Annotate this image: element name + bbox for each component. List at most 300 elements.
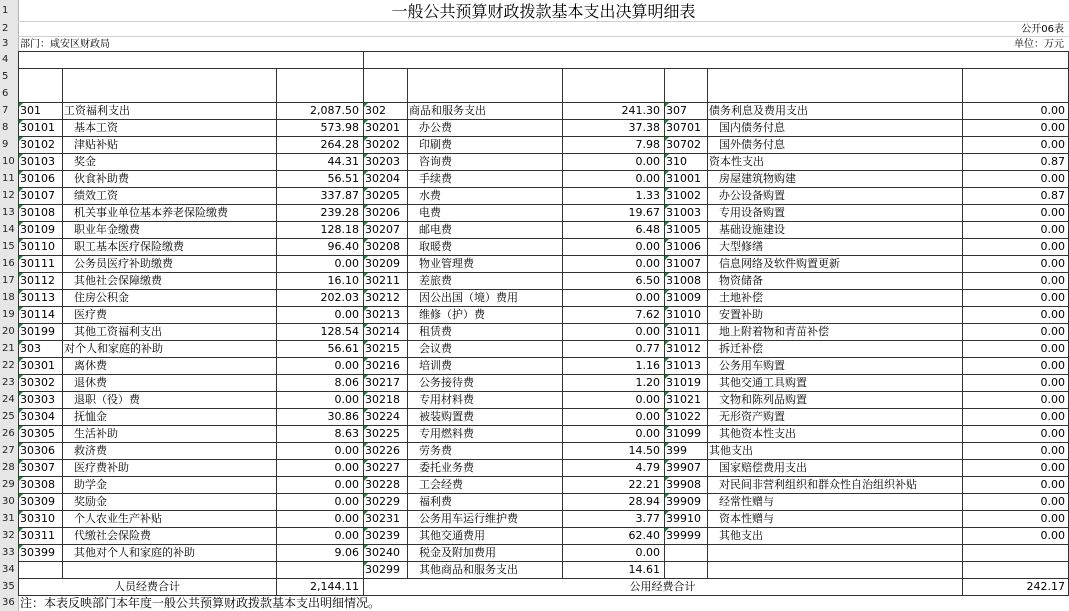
amount-value: 0.00 [635,240,660,253]
row-number[interactable]: 9 [2,139,9,150]
subject-code: 39909 [666,495,701,508]
subject-code: 31011 [666,325,701,338]
row-number[interactable]: 32 [2,530,15,541]
row-number[interactable]: 17 [2,275,15,286]
row-number[interactable]: 31 [2,513,15,524]
subject-code: 30224 [365,410,400,423]
subject-code: 30199 [20,325,55,338]
error-indicator-triangle [19,409,23,413]
subject-name: 印刷费 [419,138,452,151]
subject-name: 其他交通工具购置 [719,376,807,389]
row-number[interactable]: 35 [2,581,15,592]
subject-code: 30240 [365,546,400,559]
form-number: 公开06表 [1021,24,1064,35]
amount-value: 0.00 [1040,376,1065,389]
row-number[interactable]: 36 [2,597,15,608]
header-amount [276,68,363,102]
amount-value: 128.54 [320,325,359,338]
subject-code: 310 [666,155,687,168]
subject-code: 30303 [20,393,55,406]
amount-value: 0.00 [334,359,359,372]
error-indicator-triangle [665,171,669,175]
amount-value: 0.00 [635,155,660,168]
error-indicator-triangle [665,375,669,379]
row-number[interactable]: 1 [2,5,9,16]
row-number[interactable]: 26 [2,428,15,439]
amount-value: 1.33 [635,189,660,202]
error-indicator-triangle [665,511,669,515]
error-indicator-triangle [364,137,368,141]
subject-name: 职工基本医疗保险缴费 [74,240,184,253]
amount-value: 0.00 [334,444,359,457]
subject-code: 31003 [666,206,701,219]
error-indicator-triangle [364,205,368,209]
subject-code: 31021 [666,393,701,406]
row-number[interactable]: 15 [2,241,15,252]
amount-value: 0.00 [334,257,359,270]
amount-value: 0.00 [1040,308,1065,321]
subject-code: 30206 [365,206,400,219]
subject-name: 公务用车购置 [719,359,785,372]
error-indicator-triangle [364,545,368,549]
amount-value: 0.00 [1040,461,1065,474]
subject-name: 劳务费 [419,444,452,457]
subject-code: 30208 [365,240,400,253]
subject-name: 基本工资 [74,121,118,134]
subject-code: 30305 [20,427,55,440]
amount-value: 0.00 [1040,274,1065,287]
amount-value: 0.00 [1040,427,1065,440]
subject-name: 经常性赠与 [719,495,774,508]
subject-name: 咨询费 [419,155,452,168]
row-number[interactable]: 3 [2,38,9,49]
error-indicator-triangle [19,188,23,192]
public-total-label: 公用经费合计 [629,580,696,593]
subject-code: 30229 [365,495,400,508]
subject-code: 30111 [20,257,55,270]
row-number[interactable]: 25 [2,411,15,422]
row-number[interactable]: 5 [2,71,9,82]
error-indicator-triangle [19,358,23,362]
error-indicator-triangle [364,358,368,362]
subject-code: 30304 [20,410,55,423]
error-indicator-triangle [19,375,23,379]
subject-name: 工资福利支出 [64,104,130,117]
error-indicator-triangle [665,426,669,430]
subject-code: 30202 [365,138,400,151]
gridline [18,36,1069,37]
error-indicator-triangle [19,154,23,158]
amount-value: 0.00 [1040,393,1065,406]
amount-value: 0.00 [635,410,660,423]
amount-value: 0.00 [1040,121,1065,134]
amount-value: 56.51 [327,172,359,185]
amount-value: 0.00 [1040,172,1065,185]
subject-code: 30226 [365,444,400,457]
subject-code: 30306 [20,444,55,457]
amount-value: 0.00 [1040,325,1065,338]
subject-name: 取暖费 [419,240,452,253]
subject-name: 医疗费补助 [74,461,129,474]
row-number[interactable]: 23 [2,377,15,388]
amount-value: 14.61 [628,563,660,576]
row-number[interactable]: 30 [2,496,15,507]
subject-code: 31010 [666,308,701,321]
header-name [407,68,562,102]
subject-code: 30310 [20,512,55,525]
error-indicator-triangle [364,562,368,566]
amount-value: 0.00 [1040,495,1065,508]
error-indicator-triangle [19,171,23,175]
amount-value: 0.77 [635,342,660,355]
subject-name: 奖励金 [74,495,107,508]
subject-code: 30215 [365,342,400,355]
subject-code: 31002 [666,189,701,202]
amount-value: 0.00 [1040,206,1065,219]
subject-code: 31006 [666,240,701,253]
subject-name: 大型修缮 [719,240,763,253]
subject-name: 其他资本性支出 [719,427,796,440]
subject-name: 无形资产购置 [719,410,785,423]
error-indicator-triangle [665,273,669,277]
amount-value: 0.00 [1040,359,1065,372]
subject-name: 退休费 [74,376,107,389]
amount-value: 0.00 [635,393,660,406]
row-number[interactable]: 16 [2,258,15,269]
amount-value: 4.79 [635,461,660,474]
amount-value: 19.67 [628,206,660,219]
subject-name: 专用材料费 [419,393,474,406]
amount-value: 22.21 [628,478,660,491]
amount-value: 0.00 [1040,291,1065,304]
header-name [62,68,276,102]
amount-value: 0.00 [334,478,359,491]
subject-code: 30299 [365,563,400,576]
subject-name: 房屋建筑物购建 [719,172,796,185]
amount-value: 128.18 [320,223,359,236]
error-indicator-triangle [19,426,23,430]
row-number[interactable]: 11 [2,173,15,184]
error-indicator-triangle [665,307,669,311]
amount-value: 9.06 [334,546,359,559]
error-indicator-triangle [364,460,368,464]
footnote: 注：本表反映部门本年度一般公共预算财政拨款基本支出明细情况。 [20,596,381,610]
subject-name: 国家赔偿费用支出 [719,461,807,474]
subject-name: 工会经费 [419,478,463,491]
subject-name: 救济费 [74,444,107,457]
row-number[interactable]: 19 [2,309,15,320]
amount-value: 0.00 [1040,104,1065,117]
subject-name: 商品和服务支出 [409,104,486,117]
row-number[interactable]: 12 [2,190,15,201]
subject-code: 30110 [20,240,55,253]
error-indicator-triangle [665,137,669,141]
subject-code: 30114 [20,308,55,321]
subject-name: 津贴补贴 [74,138,118,151]
error-indicator-triangle [364,103,368,107]
amount-value: 0.00 [1040,410,1065,423]
subject-code: 30217 [365,376,400,389]
amount-value: 264.28 [320,138,359,151]
error-indicator-triangle [665,358,669,362]
row-number[interactable]: 4 [2,54,9,65]
subject-name: 国外债务付息 [719,138,785,151]
amount-value: 0.00 [635,291,660,304]
row-number[interactable]: 14 [2,224,15,235]
row-number[interactable]: 8 [2,122,9,133]
subject-name: 资本性赠与 [719,512,774,525]
amount-value: 2,087.50 [310,104,359,117]
error-indicator-triangle [665,392,669,396]
subject-name: 职业年金缴费 [74,223,140,236]
error-indicator-triangle [665,528,669,532]
amount-value: 16.10 [327,274,359,287]
row-number[interactable]: 27 [2,445,15,456]
amount-value: 239.28 [320,206,359,219]
amount-value: 0.00 [635,257,660,270]
subject-code: 30101 [20,121,55,134]
error-indicator-triangle [665,341,669,345]
subject-code: 30307 [20,461,55,474]
header-code [18,68,62,102]
error-indicator-triangle [665,443,669,447]
amount-value: 6.48 [635,223,660,236]
error-indicator-triangle [364,120,368,124]
amount-value: 0.00 [1040,223,1065,236]
amount-value: 241.30 [621,104,660,117]
subject-code: 30207 [365,223,400,236]
subject-code: 30308 [20,478,55,491]
subject-code: 30227 [365,461,400,474]
subject-code: 30201 [365,121,400,134]
error-indicator-triangle [19,341,23,345]
error-indicator-triangle [364,477,368,481]
amount-value: 573.98 [320,121,359,134]
subject-name: 手续费 [419,172,452,185]
subject-code: 30203 [365,155,400,168]
error-indicator-triangle [364,409,368,413]
error-indicator-triangle [364,290,368,294]
subject-name: 绩效工资 [74,189,118,202]
row-number[interactable]: 7 [2,105,9,116]
table-title: 一般公共预算财政拨款基本支出决算明细表 [391,2,696,21]
gridline [18,21,1069,22]
section-header-public [363,51,1069,68]
subject-code: 301 [20,104,41,117]
error-indicator-triangle [19,528,23,532]
error-indicator-triangle [364,273,368,277]
subject-name: 维修（护）费 [419,308,485,321]
subject-code: 30209 [365,257,400,270]
amount-value: 6.50 [635,274,660,287]
error-indicator-triangle [19,460,23,464]
row-number[interactable]: 6 [2,88,9,99]
subject-code: 30106 [20,172,55,185]
subject-code: 30302 [20,376,55,389]
amount-value: 0.00 [334,308,359,321]
amount-value: 37.38 [628,121,660,134]
subject-name: 离休费 [74,359,107,372]
error-indicator-triangle [364,256,368,260]
subject-name: 债务利息及费用支出 [709,104,808,117]
subject-code: 31001 [666,172,701,185]
subject-code: 31013 [666,359,701,372]
row-number[interactable]: 21 [2,343,15,354]
subject-name: 其他商品和服务支出 [419,563,518,576]
subject-name: 退职（役）费 [74,393,140,406]
row-number[interactable]: 34 [2,564,15,575]
subject-code: 30231 [365,512,400,525]
error-indicator-triangle [665,239,669,243]
row-number[interactable]: 24 [2,394,15,405]
subject-name: 委托业务费 [419,461,474,474]
subject-code: 30211 [365,274,400,287]
error-indicator-triangle [19,256,23,260]
error-indicator-triangle [665,290,669,294]
subject-code: 31005 [666,223,701,236]
personnel-total-amount: 2,144.11 [310,580,359,593]
error-indicator-triangle [364,154,368,158]
subject-code: 30301 [20,359,55,372]
subject-name: 税金及附加费用 [419,546,496,559]
amount-value: 62.40 [628,529,660,542]
subject-name: 国内债务付息 [719,121,785,134]
department-label: 部门：咸安区财政局 [20,39,110,50]
subject-code: 30213 [365,308,400,321]
error-indicator-triangle [665,222,669,226]
error-indicator-triangle [364,222,368,226]
header-amount [562,68,664,102]
amount-value: 0.00 [334,512,359,525]
error-indicator-triangle [665,494,669,498]
subject-name: 邮电费 [419,223,452,236]
subject-code: 30113 [20,291,55,304]
amount-value: 7.98 [635,138,660,151]
subject-name: 助学金 [74,478,107,491]
error-indicator-triangle [19,120,23,124]
amount-value: 0.00 [635,546,660,559]
subject-code: 30112 [20,274,55,287]
subject-name: 电费 [419,206,441,219]
amount-value: 0.00 [334,461,359,474]
amount-value: 0.00 [1040,512,1065,525]
subject-name: 医疗费 [74,308,107,321]
error-indicator-triangle [19,273,23,277]
amount-value: 202.03 [320,291,359,304]
subject-name: 公务员医疗补助缴费 [74,257,173,270]
subject-name: 伙食补助费 [74,172,129,185]
amount-value: 0.87 [1040,189,1065,202]
amount-value: 0.00 [635,427,660,440]
subject-name: 其他对个人和家庭的补助 [74,546,195,559]
subject-name: 被装购置费 [419,410,474,423]
header-code [363,68,407,102]
amount-value: 30.86 [327,410,359,423]
error-indicator-triangle [19,545,23,549]
row-number[interactable]: 18 [2,292,15,303]
personnel-total-label: 人员经费合计 [114,580,180,593]
subject-code: 31022 [666,410,701,423]
error-indicator-triangle [364,307,368,311]
error-indicator-triangle [665,205,669,209]
amount-value: 0.87 [1040,155,1065,168]
error-indicator-triangle [364,239,368,243]
row-number[interactable]: 2 [2,23,9,34]
subject-name: 奖金 [74,155,96,168]
subject-name: 住房公积金 [74,291,129,304]
spreadsheet [18,0,1069,611]
error-indicator-triangle [364,375,368,379]
subject-code: 30214 [365,325,400,338]
row-number[interactable]: 10 [2,156,15,167]
error-indicator-triangle [665,154,669,158]
row-number[interactable]: 22 [2,360,15,371]
subject-code: 30311 [20,529,55,542]
error-indicator-triangle [364,392,368,396]
error-indicator-triangle [364,341,368,345]
unit-label: 单位：万元 [1014,39,1064,50]
error-indicator-triangle [364,188,368,192]
subject-code: 31009 [666,291,701,304]
subject-name: 专用设备购置 [719,206,785,219]
row-number[interactable]: 33 [2,547,15,558]
amount-value: 0.00 [1040,138,1065,151]
error-indicator-triangle [665,103,669,107]
section-header-personnel [18,51,363,68]
amount-value: 0.00 [334,495,359,508]
subject-name: 办公设备购置 [719,189,785,202]
error-indicator-triangle [364,426,368,430]
amount-value: 1.20 [635,376,660,389]
subject-name: 个人农业生产补贴 [74,512,162,525]
subject-name: 物资储备 [719,274,763,287]
subject-name: 地上附着物和青苗补偿 [719,325,829,338]
subject-code: 31007 [666,257,701,270]
amount-value: 96.40 [327,240,359,253]
subject-code: 30107 [20,189,55,202]
error-indicator-triangle [364,494,368,498]
subject-code: 30701 [666,121,701,134]
subject-code: 30108 [20,206,55,219]
subject-name: 其他交通费用 [419,529,485,542]
subject-name: 土地补偿 [719,291,763,304]
subject-name: 代缴社会保险费 [74,529,151,542]
subject-name: 对个人和家庭的补助 [64,342,163,355]
subject-name: 基础设施建设 [719,223,785,236]
row-number[interactable]: 13 [2,207,15,218]
error-indicator-triangle [665,188,669,192]
subject-code: 399 [666,444,687,457]
amount-value: 0.00 [1040,529,1065,542]
error-indicator-triangle [19,103,23,107]
error-indicator-triangle [19,205,23,209]
subject-name: 其他支出 [719,529,763,542]
error-indicator-triangle [19,222,23,226]
amount-value: 0.00 [1040,240,1065,253]
subject-name: 其他工资福利支出 [74,325,162,338]
row-number[interactable]: 28 [2,462,15,473]
row-number[interactable]: 20 [2,326,15,337]
error-indicator-triangle [19,137,23,141]
error-indicator-triangle [665,460,669,464]
subject-code: 39907 [666,461,701,474]
subject-name: 其他社会保障缴费 [74,274,162,287]
row-number[interactable]: 29 [2,479,15,490]
amount-value: 0.00 [1040,257,1065,270]
subject-code: 39908 [666,478,701,491]
subject-code: 31099 [666,427,701,440]
amount-value: 44.31 [327,155,359,168]
